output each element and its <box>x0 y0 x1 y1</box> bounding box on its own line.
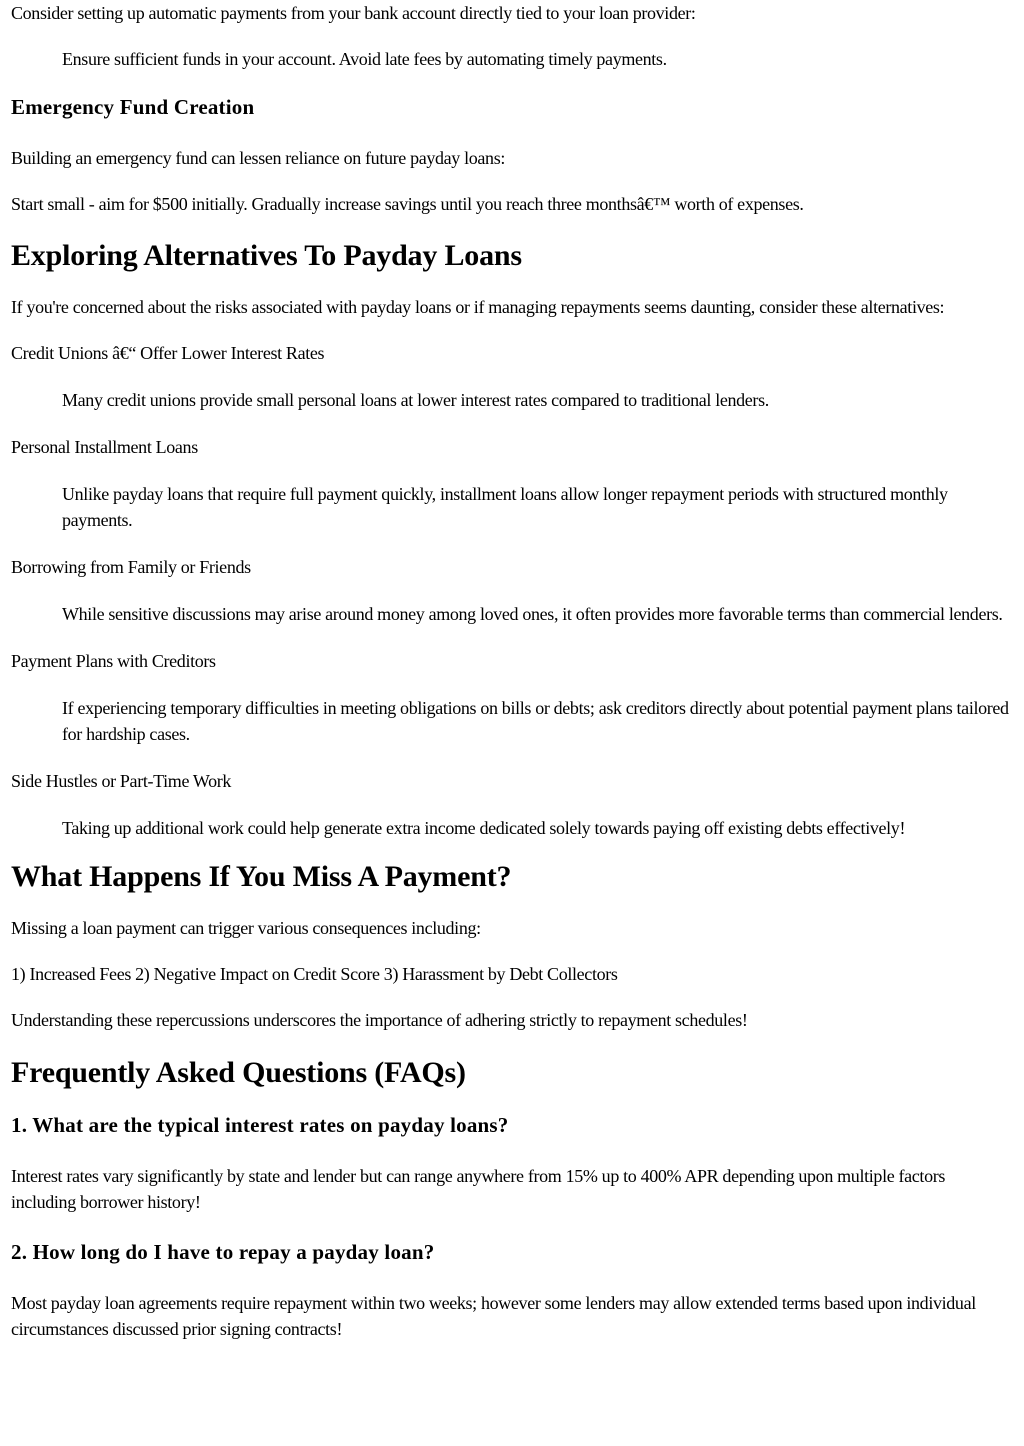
faq-question: 2. How long do I have to repay a payday loan? <box>11 1240 435 1264</box>
emergency-fund-text: Building an emergency fund can lessen reliance on future payday loans: <box>11 148 505 168</box>
missed-payment-consequences: 1) Increased Fees 2) Negative Impact on Credit Score 3) Harassment by Debt Collectors <box>11 964 618 984</box>
faq-heading: Frequently Asked Questions (FAQs) <box>11 1056 466 1089</box>
emergency-fund-heading: Emergency Fund Creation <box>11 95 255 119</box>
alternative-description: While sensitive discussions may arise around money among loved ones, it often provides more favorable terms than commercial lenders. <box>62 604 1003 624</box>
autopay-tip: Ensure sufficient funds in your account. Avoid late fees by automating timely payments. <box>62 49 667 69</box>
alternative-description: Taking up additional work could help generate extra income dedicated solely towards paying off existing debts effectively! <box>62 818 906 838</box>
faq-question: 1. What are the typical interest rates on payday loans? <box>11 1113 509 1137</box>
alternative-description: If experiencing temporary difficulties in meeting obligations on bills or debts; ask creditors directly about potential payment plans tailored for hardship cases. <box>62 698 1009 744</box>
autopay-text: Consider setting up automatic payments from your bank account directly tied to your loan provider: <box>11 3 696 23</box>
alternatives-heading: Exploring Alternatives To Payday Loans <box>11 239 522 272</box>
alternative-title: Credit Unions â€“ Offer Lower Interest Rates <box>11 343 325 363</box>
alternative-title: Payment Plans with Creditors <box>11 651 216 671</box>
alternative-description: Many credit unions provide small personal loans at lower interest rates compared to traditional lenders. <box>62 390 769 410</box>
missed-payment-conclusion: Understanding these repercussions underscores the importance of adhering strictly to repayment schedules! <box>11 1010 748 1030</box>
missed-payment-heading: What Happens If You Miss A Payment? <box>11 860 512 893</box>
alternative-title: Personal Installment Loans <box>11 437 198 457</box>
missed-payment-text: Missing a loan payment can trigger various consequences including: <box>11 918 481 938</box>
alternative-title: Borrowing from Family or Friends <box>11 557 251 577</box>
alternative-title: Side Hustles or Part-Time Work <box>11 771 232 791</box>
emergency-fund-tip: Start small - aim for $500 initially. Gradually increase savings until you reach three monthsâ€™ worth of expenses. <box>11 194 804 214</box>
faq-answer: Interest rates vary significantly by state and lender but can range anywhere from 15% up to 400% APR depending upon multiple factors including borrower history! <box>11 1166 946 1212</box>
faq-answer: Most payday loan agreements require repayment within two weeks; however some lenders may allow extended terms based upon individual circumstances discussed prior signing contracts! <box>11 1293 976 1339</box>
alternatives-intro: If you're concerned about the risks associated with payday loans or if managing repayments seems daunting, consider these alternatives: <box>11 297 945 317</box>
alternative-description: Unlike payday loans that require full payment quickly, installment loans allow longer repayment periods with structured monthly payments. <box>62 484 948 530</box>
